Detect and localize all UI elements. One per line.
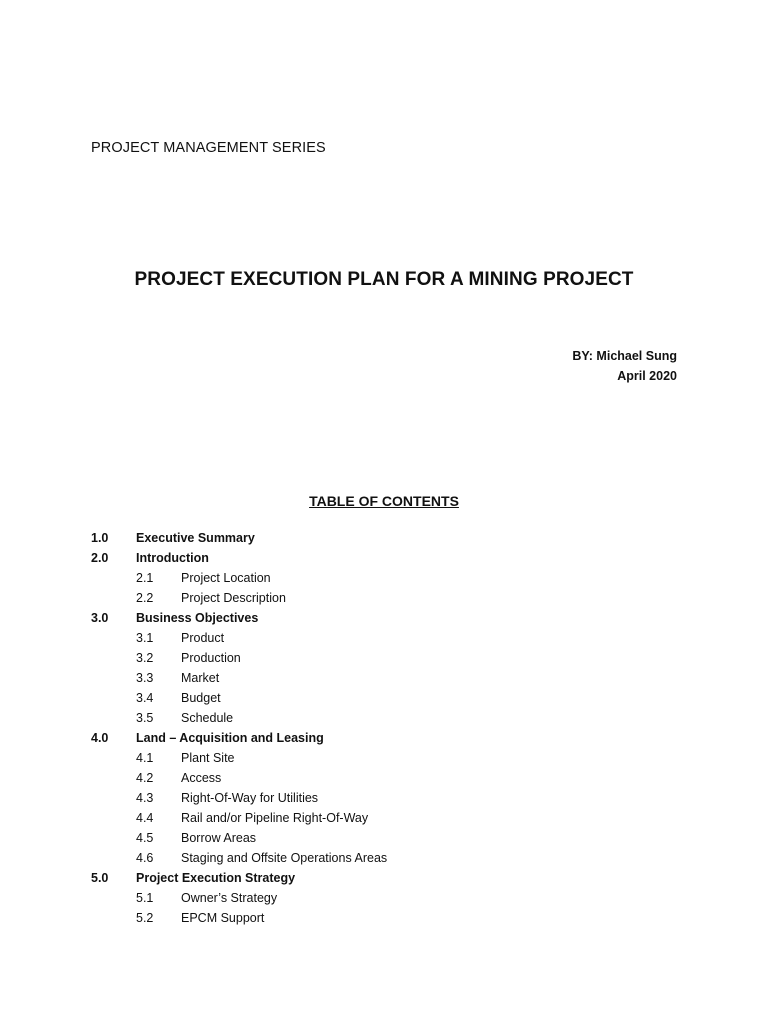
- toc-entry-label: Rail and/or Pipeline Right-Of-Way: [181, 811, 369, 825]
- toc-entry-label: EPCM Support: [181, 911, 265, 925]
- publication-date: April 2020: [617, 369, 677, 383]
- toc-heading: TABLE OF CONTENTS: [309, 493, 459, 509]
- toc-section: [91, 868, 691, 888]
- toc-entry-number: 1.0: [91, 531, 109, 545]
- toc-subsection: [91, 748, 691, 768]
- toc-entry-label: Project Execution Strategy: [136, 871, 296, 885]
- toc-subsection: [91, 628, 691, 648]
- toc-entry-label: Business Objectives: [136, 611, 259, 625]
- toc-entry-number: 5.0: [91, 871, 109, 885]
- toc-entry-number: 2.0: [91, 551, 109, 565]
- toc-subsection: [91, 848, 691, 868]
- toc-entry-label: Owner’s Strategy: [181, 891, 278, 905]
- toc-section: [91, 548, 691, 568]
- toc-section: [91, 608, 691, 628]
- toc-subsection: [91, 828, 691, 848]
- toc-entry-label: Staging and Offsite Operations Areas: [181, 851, 388, 865]
- toc-entry-label: Product: [181, 631, 225, 645]
- toc-entry-label: Plant Site: [181, 751, 235, 765]
- toc-entry-label: Executive Summary: [136, 531, 255, 545]
- toc-entry-label: Budget: [181, 691, 221, 705]
- toc-entry-label: Borrow Areas: [181, 831, 257, 845]
- toc-subsection: [91, 668, 691, 688]
- toc-entry-label: Project Location: [181, 571, 271, 585]
- toc-section: [91, 728, 691, 748]
- byline: [572, 346, 677, 386]
- toc-subsection: [91, 808, 691, 828]
- table-of-contents: [91, 528, 691, 928]
- toc-entry-label: Access: [181, 771, 222, 785]
- toc-entry-label: Production: [181, 651, 241, 665]
- toc-entry-number: 3.1: [136, 631, 154, 645]
- toc-entry-label: Right-Of-Way for Utilities: [181, 791, 319, 805]
- toc-entry-number: 3.4: [136, 691, 154, 705]
- toc-entry-label: Market: [181, 671, 220, 685]
- toc-entry-number: 2.2: [136, 591, 154, 605]
- toc-subsection: [91, 768, 691, 788]
- toc-entry-label: Schedule: [181, 711, 234, 725]
- toc-entry-number: 3.3: [136, 671, 154, 685]
- toc-subsection: [91, 788, 691, 808]
- toc-entry-number: 4.4: [136, 811, 154, 825]
- toc-section: [91, 528, 691, 548]
- toc-entry-number: 4.5: [136, 831, 154, 845]
- series-label: PROJECT MANAGEMENT SERIES: [91, 140, 326, 156]
- toc-subsection: [91, 888, 691, 908]
- toc-subsection: [91, 708, 691, 728]
- toc-entry-number: 4.1: [136, 751, 154, 765]
- toc-entry-label: Project Description: [181, 591, 286, 605]
- toc-entry-number: 4.2: [136, 771, 154, 785]
- toc-entry-number: 3.5: [136, 711, 154, 725]
- toc-entry-number: 4.3: [136, 791, 154, 805]
- toc-entry-label: Land – Acquisition and Leasing: [136, 731, 324, 745]
- toc-entry-number: 3.0: [91, 611, 109, 625]
- toc-subsection: [91, 908, 691, 928]
- toc-entry-number: 4.0: [91, 731, 109, 745]
- toc-entry-number: 2.1: [136, 571, 154, 585]
- document-title: PROJECT EXECUTION PLAN FOR A MINING PROJECT: [134, 269, 634, 290]
- author: BY: Michael Sung: [572, 349, 677, 363]
- toc-entry-label: Introduction: [136, 551, 209, 565]
- toc-subsection: [91, 688, 691, 708]
- toc-subsection: [91, 588, 691, 608]
- toc-entry-number: 3.2: [136, 651, 154, 665]
- toc-subsection: [91, 648, 691, 668]
- toc-entry-number: 5.1: [136, 891, 154, 905]
- toc-subsection: [91, 568, 691, 588]
- toc-entry-number: 4.6: [136, 851, 154, 865]
- toc-entry-number: 5.2: [136, 911, 154, 925]
